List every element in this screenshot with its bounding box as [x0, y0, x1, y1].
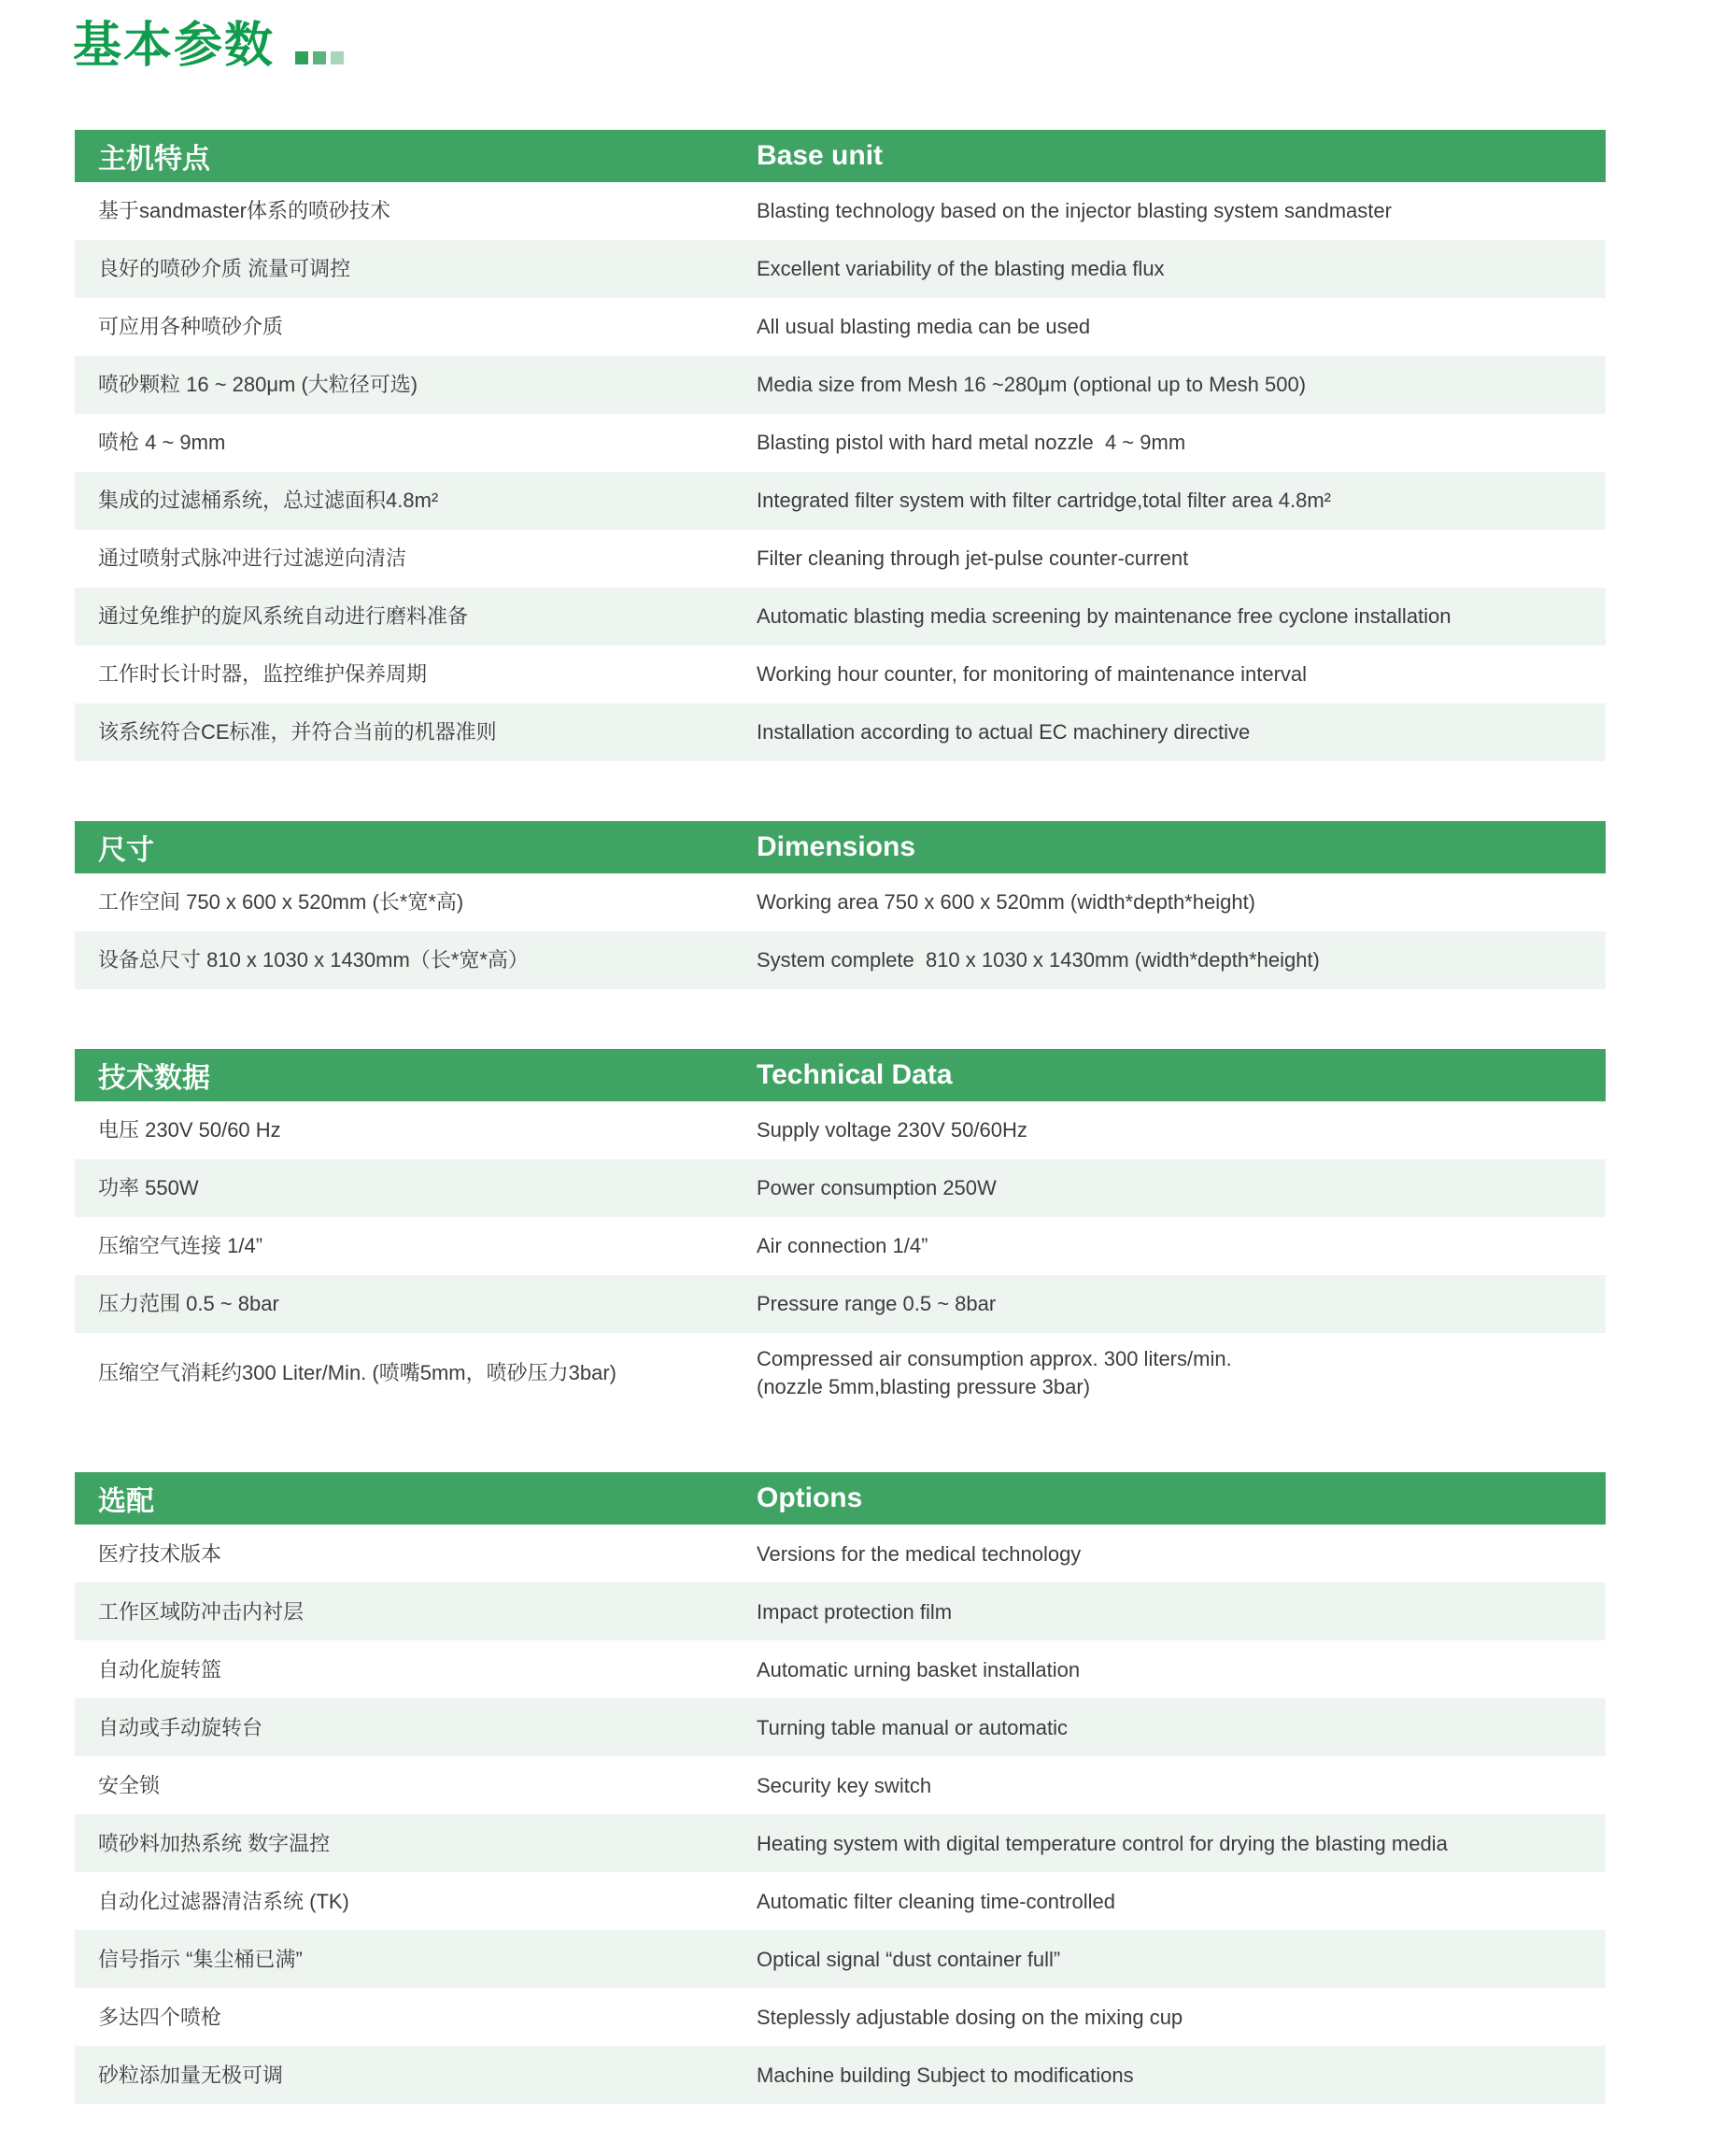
row-text-zh: 集成的过滤桶系统，总过滤面积4.8m²	[98, 489, 439, 513]
row-text-zh: 工作区域防冲击内衬层	[98, 1599, 305, 1624]
table-row	[75, 240, 1606, 298]
table-row	[75, 703, 1606, 761]
row-text-zh: 喷枪 4 ~ 9mm	[98, 431, 226, 455]
table-row	[75, 1698, 1606, 1756]
row-text-en: Heating system with digital temperature control for drying the blasting media	[757, 1831, 1448, 1855]
page-title: 基本参数	[73, 19, 276, 73]
row-text-en: Air connection 1/4”	[757, 1234, 928, 1258]
row-text-zh: 自动化旋转篮	[98, 1657, 222, 1681]
row-text-en: Pressure range 0.5 ~ 8bar	[757, 1292, 997, 1316]
section-title-zh: 选配	[98, 1486, 154, 1518]
table-row	[75, 873, 1606, 931]
row-text-zh: 砂粒添加量无极可调	[98, 2063, 284, 2087]
row-text-zh: 工作时长计时器，监控维护保养周期	[98, 662, 428, 687]
row-text-zh: 功率 550W	[98, 1176, 199, 1200]
row-text-en: Working area 750 x 600 x 520mm (width*depth*height)	[757, 890, 1256, 915]
row-text-zh: 设备总尺寸 810 x 1030 x 1430mm（长*宽*高）	[98, 948, 529, 972]
row-text-en: Working hour counter, for monitoring of maintenance interval	[757, 662, 1308, 687]
table-row	[75, 2046, 1606, 2104]
table-row	[75, 1814, 1606, 1872]
row-text-en: Excellent variability of the blasting media flux	[757, 257, 1165, 281]
row-text-zh: 可应用各种喷砂介质	[98, 315, 284, 339]
row-text-en: Security key switch	[757, 1773, 932, 1797]
table-row	[75, 1930, 1606, 1988]
row-text-en: Blasting technology based on the injector blasting system sandmaster	[757, 199, 1392, 223]
table-row	[75, 1333, 1606, 1412]
table-row	[75, 1756, 1606, 1814]
table-row	[75, 1988, 1606, 2046]
row-text-zh: 良好的喷砂介质 流量可调控	[98, 257, 351, 281]
row-text-en: Steplessly adjustable dosing on the mixing cup	[757, 2005, 1183, 2029]
section-title-zh: 主机特点	[98, 144, 210, 175]
row-text-zh: 安全锁	[98, 1773, 161, 1797]
title-square-3	[331, 51, 344, 64]
section-title-en: Base unit	[757, 140, 884, 171]
table-row	[75, 1159, 1606, 1217]
row-text-en: Blasting pistol with hard metal nozzle 4 ~ 9mm	[757, 431, 1186, 455]
row-text-en: Impact protection film	[757, 1599, 953, 1624]
table-row	[75, 1275, 1606, 1333]
row-text-zh: 压缩空气连接 1/4”	[98, 1234, 263, 1258]
row-text-en: Media size from Mesh 16 ~280μm (optional up to Mesh 500)	[757, 373, 1307, 397]
row-text-en: Automatic filter cleaning time-controlled	[757, 1889, 1115, 1913]
row-text-zh: 自动或手动旋转台	[98, 1715, 263, 1739]
row-text-en: System complete 810 x 1030 x 1430mm (width*depth*height)	[757, 948, 1320, 972]
title-decoration	[295, 51, 344, 64]
table-row	[75, 414, 1606, 472]
row-text-en: Optical signal “dust container full”	[757, 1947, 1061, 1971]
row-text-en: Machine building Subject to modifications	[757, 2063, 1134, 2087]
row-text-zh: 通过免维护的旋风系统自动进行磨料准备	[98, 604, 469, 629]
row-text-en	[757, 1345, 1606, 1400]
section-title-en: Options	[757, 1482, 863, 1514]
table-row	[75, 1217, 1606, 1275]
row-text-zh: 喷砂料加热系统 数字温控	[98, 1831, 331, 1855]
row-text-en: Integrated filter system with filter cartridge,total filter area 4.8m²	[757, 489, 1332, 513]
table-row	[75, 530, 1606, 588]
title-square-1	[295, 51, 308, 64]
row-text-en: Versions for the medical technology	[757, 1541, 1082, 1566]
table-row	[75, 931, 1606, 989]
row-text-zh: 多达四个喷枪	[98, 2005, 222, 2029]
section-header-dimensions	[75, 821, 1606, 873]
row-text-en: Automatic urning basket installation	[757, 1657, 1081, 1681]
row-text-en-line2: (nozzle 5mm,blasting pressure 3bar)	[757, 1374, 1091, 1398]
row-text-zh: 基于sandmaster体系的喷砂技术	[98, 199, 390, 223]
row-text-zh: 信号指示 “集尘桶已满”	[98, 1947, 303, 1971]
section-title-zh: 技术数据	[98, 1063, 210, 1094]
row-text-zh: 该系统符合CE标准，并符合当前的机器准则	[98, 720, 497, 745]
section-title-en: Technical Data	[757, 1059, 953, 1090]
row-text-en: Power consumption 250W	[757, 1176, 997, 1200]
table-row	[75, 1101, 1606, 1159]
section-header-technical-data	[75, 1049, 1606, 1101]
row-text-zh: 压缩空气消耗约300 Liter/Min. (喷嘴5mm，喷砂压力3bar)	[98, 1360, 616, 1384]
row-text-en: All usual blasting media can be used	[757, 315, 1091, 339]
row-text-en: Filter cleaning through jet-pulse counter-current	[757, 546, 1189, 571]
row-text-en: Supply voltage 230V 50/60Hz	[757, 1118, 1027, 1142]
section-title-zh: 尺寸	[98, 835, 154, 866]
row-text-zh: 通过喷射式脉冲进行过滤逆向清洁	[98, 546, 407, 571]
row-text-zh: 自动化过滤器清洁系统 (TK)	[98, 1889, 349, 1913]
row-text-zh: 工作空间 750 x 600 x 520mm (长*宽*高)	[98, 890, 464, 915]
table-row	[75, 645, 1606, 703]
table-row	[75, 1525, 1606, 1582]
row-text-en: Automatic blasting media screening by maintenance free cyclone installation	[757, 604, 1452, 629]
table-row	[75, 298, 1606, 356]
row-text-zh: 喷砂颗粒 16 ~ 280μm (大粒径可选)	[98, 373, 418, 397]
row-text-en-line1: Compressed air consumption approx. 300 liters/min.	[757, 1347, 1232, 1370]
spec-section-technical-data	[75, 1049, 1606, 1412]
spec-section-base-unit	[75, 130, 1606, 761]
table-row	[75, 1582, 1606, 1640]
section-header-options	[75, 1472, 1606, 1525]
section-title-en: Dimensions	[757, 831, 916, 862]
table-row	[75, 472, 1606, 530]
spec-section-options	[75, 1472, 1606, 2104]
row-text-en: Installation according to actual EC machinery directive	[757, 720, 1251, 745]
row-text-zh: 医疗技术版本	[98, 1541, 222, 1566]
table-row	[75, 182, 1606, 240]
spec-tables	[75, 130, 1606, 2104]
row-text-en: Turning table manual or automatic	[757, 1715, 1069, 1739]
row-text-zh: 电压 230V 50/60 Hz	[98, 1118, 281, 1142]
table-row	[75, 1640, 1606, 1698]
table-row	[75, 1872, 1606, 1930]
table-row	[75, 356, 1606, 414]
section-header-base-unit	[75, 130, 1606, 182]
title-block	[0, 0, 1728, 73]
spec-section-dimensions	[75, 821, 1606, 989]
row-text-zh: 压力范围 0.5 ~ 8bar	[98, 1292, 279, 1316]
table-row	[75, 588, 1606, 645]
title-square-2	[313, 51, 326, 64]
